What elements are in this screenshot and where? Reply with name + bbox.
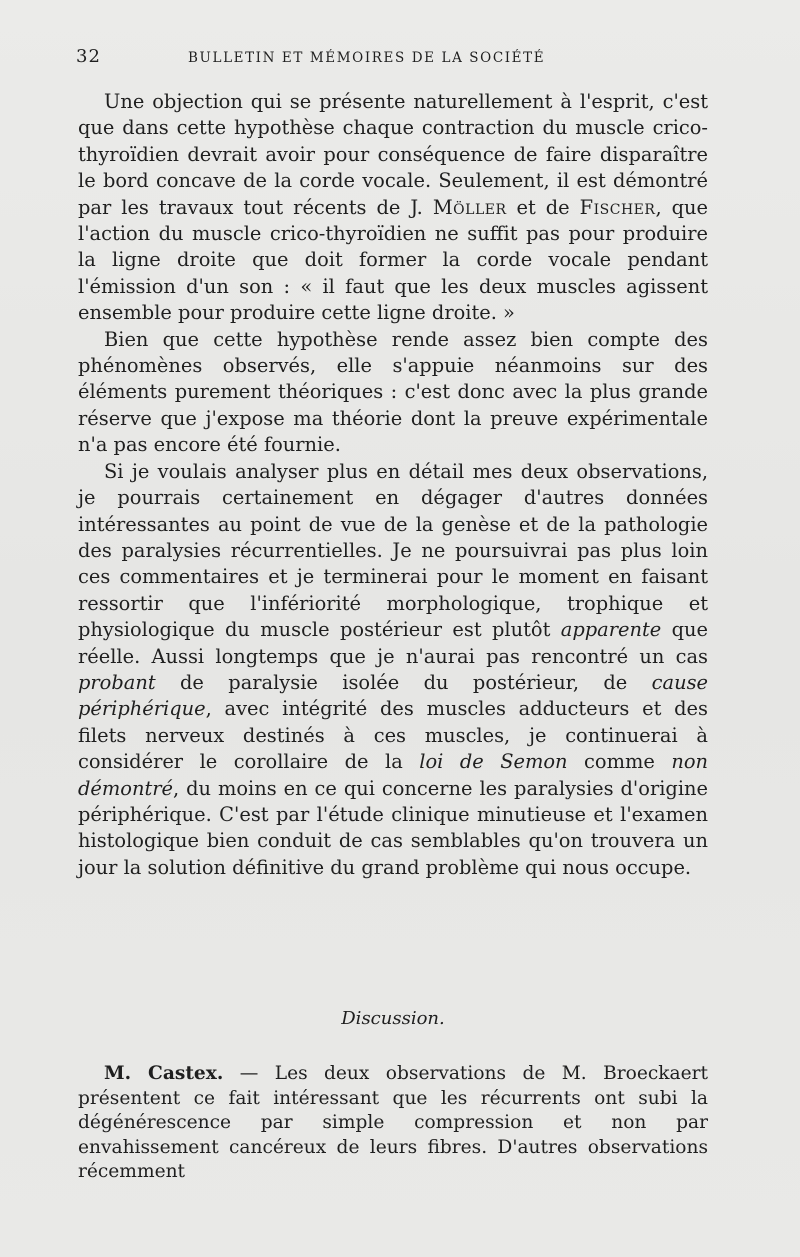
text-run: , du moins en ce qui concerne les paralysies d'origine périphérique. C'est par l'étude clinique minutieuse et l'examen histologique bien conduit de cas semblables qu'on trouvera un jour la solution définitive du grand problème qui nous occupe. [78,776,708,879]
section-title: Discussion. [341,1008,445,1029]
page-number: 32 [76,46,101,67]
text-run: que réelle. Aussi longtemps que je n'aurai pas rencontré un cas [78,618,708,668]
text-run: et de [506,195,580,219]
italic-term: cause périphérique [78,670,708,721]
running-title: BULLETIN ET MÉMOIRES DE LA SOCIÉTÉ [188,50,546,66]
discussion-paragraph [78,1062,708,1185]
author-name-fischer: Fischer [579,195,656,219]
text-run: comme [567,750,672,774]
italic-term: loi de Semon [419,750,568,774]
page-header [76,42,716,72]
paragraph-hypothesis: Bien que cette hypothèse rende assez bien compte des phénomènes observés, elle s'appuie néanmoins sur des éléments purement théoriques : c'est donc avec la plus grande réserve que j'expose ma théorie dont la preuve expérimentale n'a pas encore été fournie. [78,327,708,457]
text-run: Si je voulais analyser plus en détail mes deux observations, je pourrais certainement en dégager d'autres données intéressantes au point de vue de la genèse et de la pathologie des paralysies récurrentielles. Je ne poursuivrai pas plus loin ces commentaires et je terminerai pour le moment en faisant ressortir que l'infériorité morphologique, trophique et physiologique du muscle postérieur est plutôt [78,459,708,642]
speaker-name: M. Castex. [104,1063,224,1084]
paragraph-objection [78,89,708,327]
text-run: de paralysie isolée du postérieur, de [155,670,652,694]
italic-term: probant [78,670,156,694]
italic-term: non démontré [78,750,708,800]
author-name-moller: Möller [432,195,507,219]
text-run: Une objection qui se présente naturellement à l'esprit, c'est que dans cette hypothèse chaque contraction du muscle crico-thyroïdien devrait avoir pour conséquence de faire disparaître le bord concave de la corde vocale. Seulement, il est démontré par les travaux tout récents de J. [78,90,708,219]
text-run: , que l'action du muscle crico-thyroïdien ne suffit pas pour produire la ligne droite que doit former la corde vocale pendant l'émission d'un son : « il faut que les deux muscles agissent ensemble pour produire cette ligne droite. » [78,195,708,325]
main-text [78,89,708,881]
discussion-text: — Les deux observations de M. Broeckaert présentent ce fait intéressant que les récurrents ont subi la dégénérescence par simple compression et non par envahissement cancéreux de leurs fibres. D'autres observations récemment [78,1063,709,1183]
paragraph-analysis [78,459,708,882]
text-run: , avec intégrité des muscles adducteurs et des filets nerveux destinés à ces muscles, je continuerai à considérer le corollaire de la [78,697,708,774]
italic-term: apparente [560,618,662,642]
discussion-section [78,1062,708,1185]
